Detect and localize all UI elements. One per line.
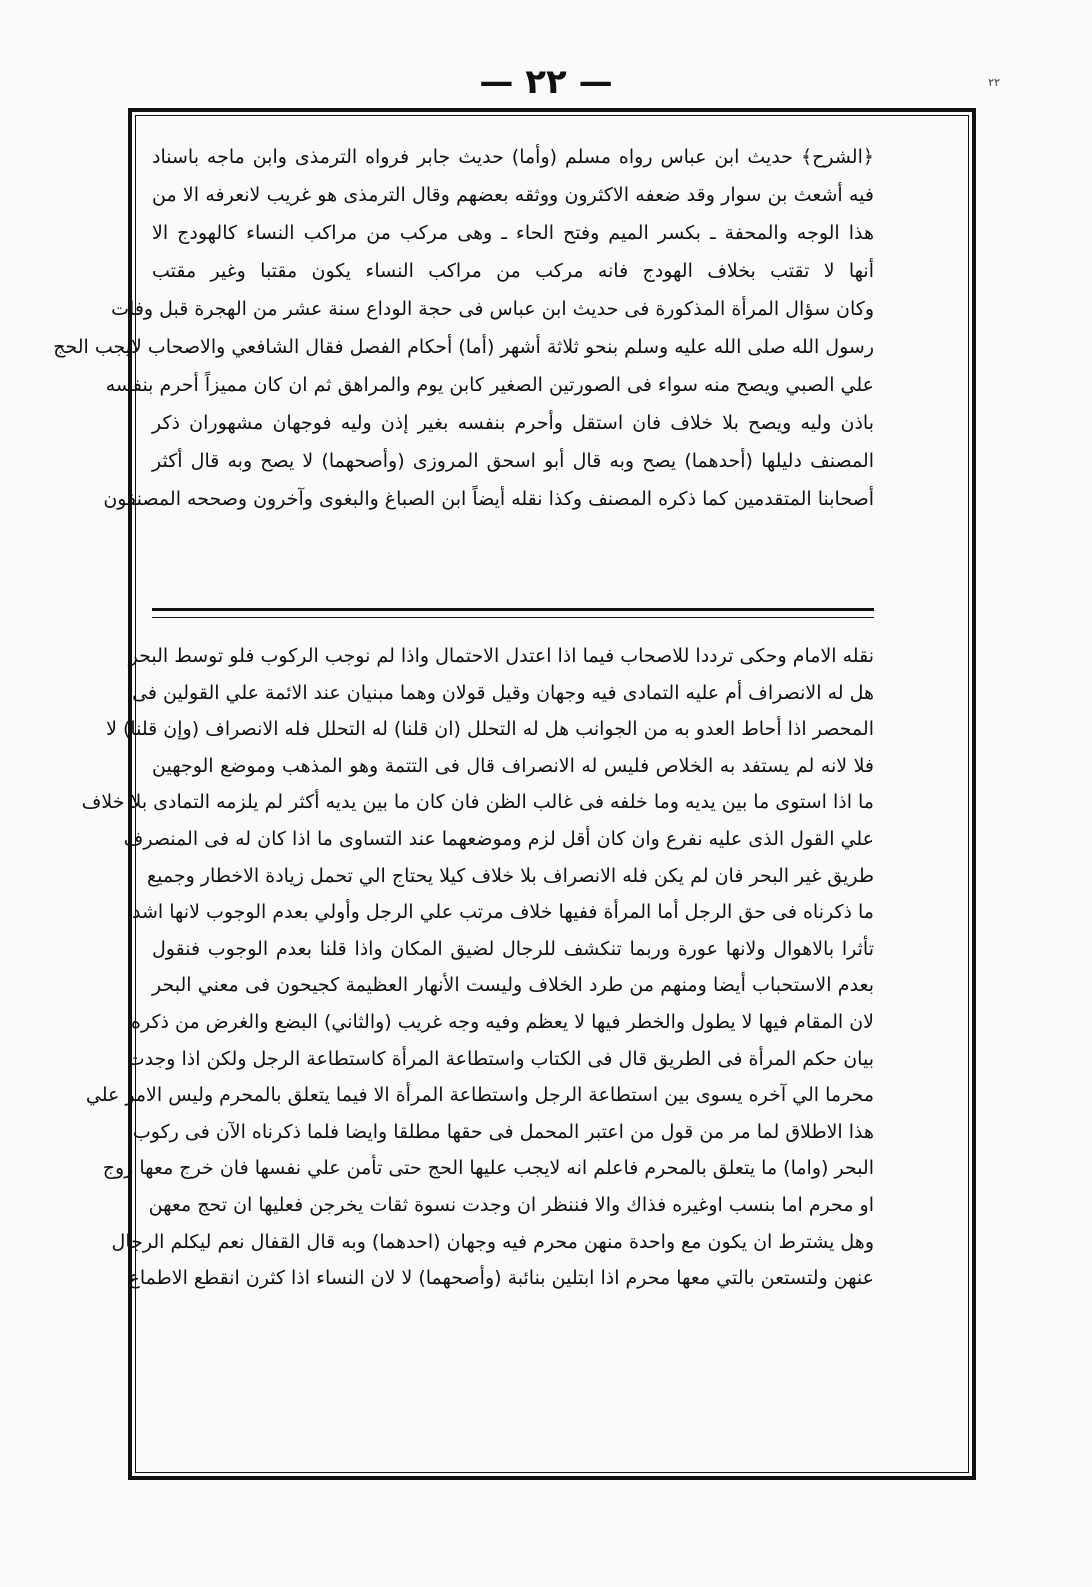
text-line: لان المقام فيها لا يطول والخطر فيها لا يعظم وفيه وجه غريب (والثاني) البضع والغرض من ذكره xyxy=(131,1010,874,1033)
main-text-section xyxy=(81,638,874,1297)
text-line: ما ذكرناه فى حق الرجل أما المرأة ففيها خلاف مرتب علي الرجل وأولي بعدم الوجوب لانها اشد xyxy=(132,901,874,924)
section-divider xyxy=(152,608,874,611)
text-line: نقله الامام وحكى ترددا للاصحاب فيما اذا اعتدل الاحتمال واذا لم نوجب الركوب فلو توسط البحر xyxy=(128,645,874,667)
section-divider-thin xyxy=(152,617,874,618)
text-line: أنها لا تقتب بخلاف الهودج فانه مركب من مراكب النساء يكون مقتبا وغير مقتب xyxy=(152,260,874,282)
text-line: عنهن ولتستعن بالتي معها محرم اذا ابتلين بنائبة (وأصحهما) لا لان النساء اذا كثرن انقطع الاطماع xyxy=(128,1267,874,1290)
text-line: رسول الله صلى الله عليه وسلم بنحو ثلاثة أشهر (أما) أحكام الفصل فقال الشافعي والاصحاب لايجب الحج xyxy=(53,336,874,358)
text-line: المحصر اذا أحاط العدو به من الجوانب هل له التحلل (ان قلنا) له التحلل فله الانصراف (وإن قلنا) لا xyxy=(106,718,874,741)
text-line: فيه أشعث بن سوار وقد ضعفه الاكثرون ووثقه بعضهم وقال الترمذى هو غريب لانعرفه الا من xyxy=(152,184,874,206)
text-line: تأثرا بالاهوال ولانها عورة وربما تنكشف للرجال لضيق المكان واذا قلنا بعدم الوجوب فنقول xyxy=(152,937,874,960)
text-line: البحر (واما) ما يتعلق بالمحرم فاعلم انه لايجب عليها الحج حتى تأمن علي نفسها فان خرج معها زوج xyxy=(102,1157,874,1180)
text-line: وكان سؤال المرأة المذكورة فى حديث ابن عباس فى حجة الوداع سنة عشر من الهجرة قبل وفات xyxy=(111,298,874,320)
text-line: هل له الانصراف أم عليه التمادى فيه وجهان وقيل قولان وهما مبنيان عند الائمة علي القولين فى xyxy=(132,681,874,704)
text-line: بعدم الاستحباب أيضا ومنهم من طرد الخلاف وليست الأنهار العظيمة كجيحون فى معني البحر xyxy=(152,974,874,997)
text-line: ﴿الشرح﴾ حديث ابن عباس رواه مسلم (وأما) حديث جابر فرواه الترمذى وابن ماجه باسناد xyxy=(152,146,874,168)
text-line: محرما الي آخره يسوى بين استطاعة الرجل واستطاعة المرأة الا فيما يتعلق بالمحرم وليس الامر علي xyxy=(85,1084,874,1107)
text-line: علي القول الذى عليه نفرع وان كان أقل لزم وموضعهما عند التساوى ما اذا كان له فى المنصرف xyxy=(123,827,874,850)
text-line: أصحابنا المتقدمين كما ذكره المصنف وكذا نقله أيضاً ابن الصباغ والبغوى وآخرون وصححه المصنفون xyxy=(103,488,874,510)
commentary-section xyxy=(53,138,874,518)
text-line: هذا الوجه والمحفة ـ بكسر الميم وفتح الحاء ـ وهى مركب من مراكب النساء كالهودج الا xyxy=(152,222,874,244)
text-line: هذا الاطلاق لما مر من قول من اعتبر المحمل فى حقها مطلقا وايضا فلما ذكرناه الآن فى ركوب xyxy=(132,1120,874,1143)
text-line: او محرم اما بنسب اوغيره فذاك والا فننظر ان وجدت نسوة ثقات يخرجن فعليها ان تحج معهن xyxy=(148,1193,874,1216)
text-line: وهل يشترط ان يكون مع واحدة منهن محرم فيه وجهان (احدهما) وبه قال القفال نعم ليكلم الرجال xyxy=(111,1230,874,1253)
corner-page-mark: ٢٢ xyxy=(988,76,1000,89)
page-number: — ٢٢ — xyxy=(479,62,613,102)
text-line: طريق غير البحر فان لم يكن فله الانصراف بلا خلاف كيلا يحتاج الي تحمل زيادة الاخطار وجميع xyxy=(147,864,874,887)
text-line: علي الصبي ويصح منه سواء فى الصورتين الصغير كابن يوم والمراهق ثم ان كان مميزاً أحرم بنفسه xyxy=(105,374,874,396)
text-line: ما اذا استوى ما بين يديه وما خلفه فى غالب الظن فان كان ما بين يديه أكثر لم يلزمه التمادى بلا خلاف xyxy=(81,791,874,814)
text-line: فلا لانه لم يستفد به الخلاص فليس له الانصراف قال فى التتمة وهو المذهب وموضع الوجهين xyxy=(152,754,874,777)
text-line: المصنف دليلها (أحدهما) يصح وبه قال أبو اسحق المروزى (وأصحهما) لا يصح وبه قال أكثر xyxy=(152,450,874,472)
text-line: باذن وليه ويصح بلا خلاف فان استقل وأحرم بنفسه بغير إذن وليه فوجهان مشهوران ذكر xyxy=(152,412,874,434)
text-line: بيان حكم المرأة فى الطريق قال فى الكتاب واستطاعة المرأة كاستطاعة الرجل ولكن اذا وجدت xyxy=(126,1047,874,1070)
